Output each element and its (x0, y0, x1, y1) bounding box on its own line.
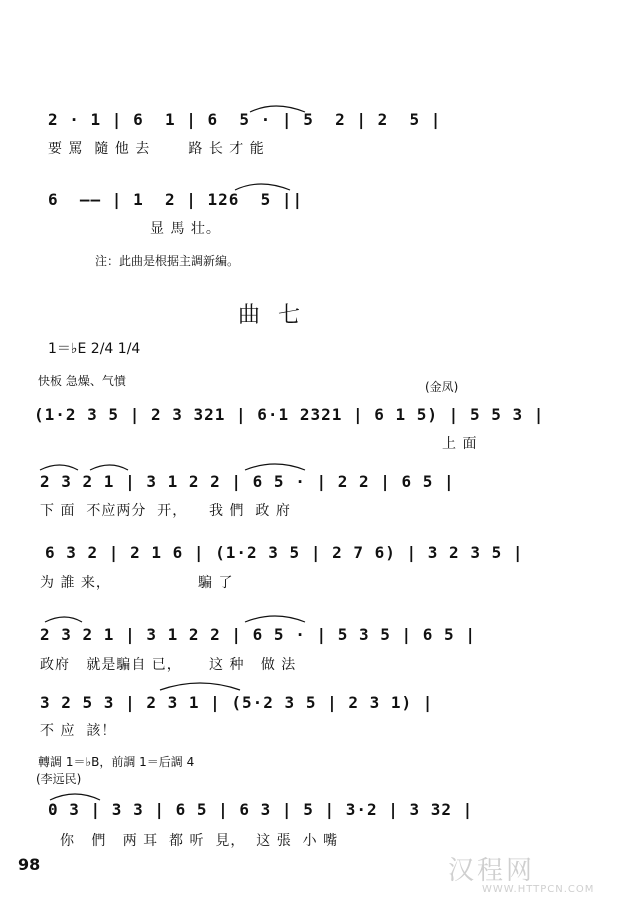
row6-notes: 0 3 | 3 3 | 6 5 | 6 3 | 5 | 3·2 | 3 32 | (48, 800, 474, 819)
watermark-url: WWW.HTTPCN.COM (482, 884, 595, 895)
modulation-note: 轉調 1＝♭B，前調 1＝后調 4 (38, 755, 195, 769)
row5-lyrics: 不 应 該！ (40, 723, 117, 739)
footnote: 注：此曲是根据主調新編。 (95, 254, 240, 268)
tempo-label: 快板 急燥、气憤 (38, 374, 126, 388)
page-number: 98 (18, 855, 41, 874)
slur-arc (245, 464, 305, 470)
slur-arc (90, 465, 128, 470)
slur-arc (40, 465, 78, 470)
row2-lyrics: 下 面 不应两分 开， 我 們 政 府 (40, 503, 291, 519)
top-row1-notes: 2 · 1 | 6 1 | 6 5 · | 5 2 | 2 5 | (48, 110, 442, 129)
row3-lyrics: 为 誰 来， 騙 了 (40, 575, 234, 591)
row5-notes: 3 2 5 3 | 2 3 1 | (5·2 3 5 | 2 3 1) | (40, 693, 434, 712)
top-row2-lyrics: 显 馬 壮。 (150, 221, 221, 237)
singer-label-2: (李远民) (36, 772, 82, 786)
row3-notes: 6 3 2 | 2 1 6 | (1·2 3 5 | 2 7 6) | 3 2 3 5 | (45, 543, 524, 562)
top-row1-lyrics: 要 罵 隨 他 去 路 长 才 能 (48, 141, 265, 157)
row1-notes: (1·2 3 5 | 2 3 321 | 6·1 2321 | 6 1 5) | 5 5 3 | (34, 405, 545, 424)
key-signature: 1＝♭E 2/4 1/4 (48, 341, 141, 357)
row4-lyrics: 政府 就是騙自 已， 这 种 做 法 (40, 657, 297, 673)
slur-arc (250, 106, 305, 112)
slur-arc (45, 617, 82, 622)
section-title: 曲七 (238, 303, 319, 328)
row4-notes: 2 3 2 1 | 3 1 2 2 | 6 5 · | 5 3 5 | 6 5 | (40, 625, 476, 644)
row2-notes: 2 3 2 1 | 3 1 2 2 | 6 5 · | 2 2 | 6 5 | (40, 472, 455, 491)
row6-lyrics: 你 們 两 耳 都 听 見， 这 張 小 嘴 (60, 833, 339, 849)
slur-arc (50, 794, 100, 800)
slur-arc (160, 683, 240, 690)
slur-arc (245, 616, 305, 622)
top-row2-notes: 6 —— | 1 2 | 126 5 || (48, 190, 304, 209)
singer-label-1: (金凤) (425, 380, 459, 394)
row1-lyrics: 上 面 (442, 436, 478, 452)
slur-arc (235, 184, 290, 190)
watermark-name: 汉程网 (448, 856, 536, 886)
